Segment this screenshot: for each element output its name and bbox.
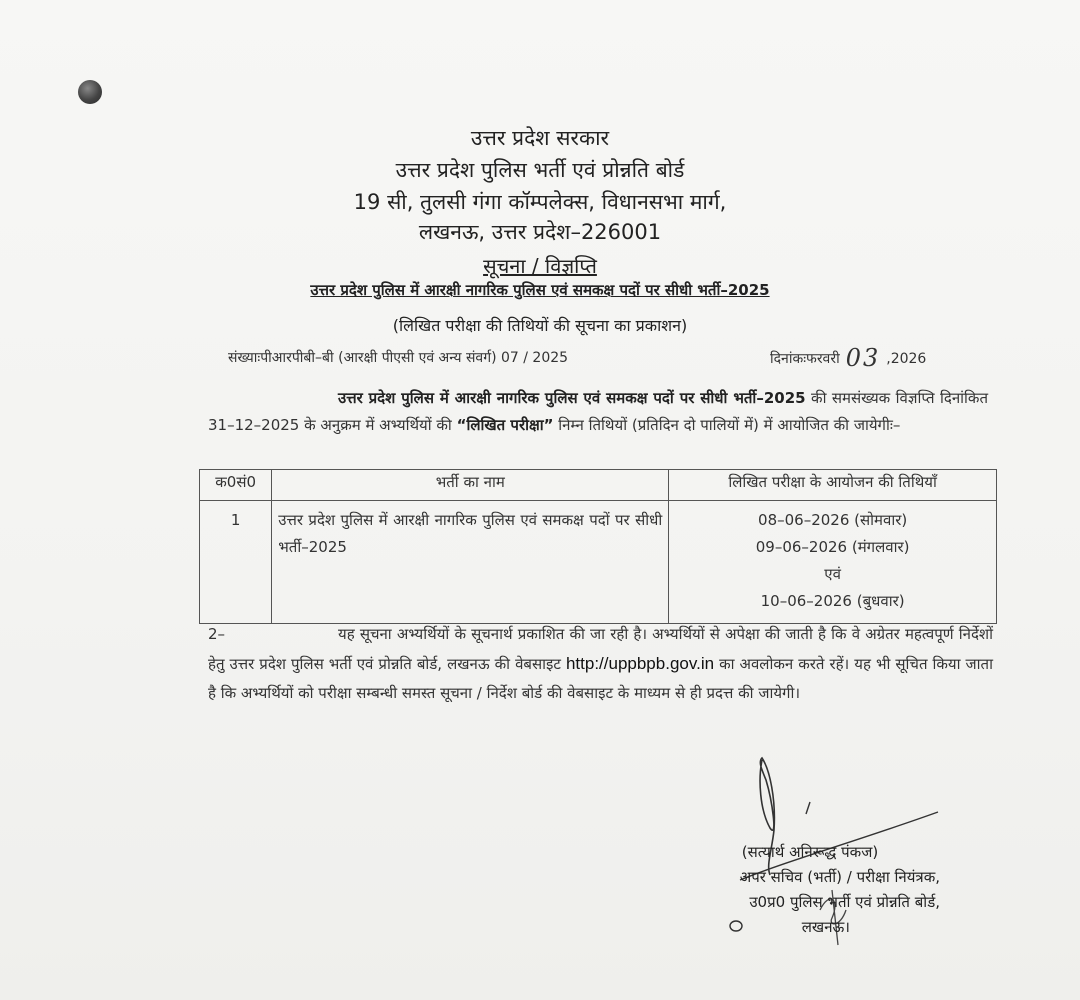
reference-number: संख्याःपीआरपीबी–बी (आरक्षी पीएसी एवं अन्य संवर्ग) 07 / 2025 — [228, 350, 569, 366]
date-year: ,2026 — [886, 351, 927, 367]
board-city: लखनऊ, उत्तर प्रदेश–226001 — [418, 220, 662, 244]
intro-text-2: निम्न तिथियों (प्रतिदिन दो पालियों में) में आयोजित की जायेगीः– — [553, 416, 901, 434]
header-sno: क0सं0 — [200, 470, 272, 501]
govt-name: उत्तर प्रदेश सरकार — [470, 126, 610, 150]
punch-hole-mark — [78, 80, 102, 104]
exam-schedule-table — [199, 469, 997, 624]
signatory-city: लखनऊ। — [801, 918, 850, 936]
board-name: उत्तर प्रदेश पुलिस भर्ती एवं प्रोन्नति बोर्ड — [395, 158, 685, 182]
intro-bold-subject: उत्तर प्रदेश पुलिस में आरक्षी नागरिक पुलिस एवं समकक्ष पदों पर सीधी भर्ती–2025 — [338, 389, 806, 407]
intro-paragraph — [208, 385, 988, 439]
exam-date-and: एवं — [824, 565, 841, 583]
signatory-name: (सत्यार्थ अनिरूद्ध पंकज) — [741, 843, 879, 861]
exam-date-3: 10–06–2026 (बुधवार) — [760, 592, 905, 610]
website-link[interactable]: http://uppbpb.gov.in — [565, 654, 715, 673]
header-recruitment-name: भर्ती का नाम — [272, 470, 669, 501]
notice-subject: उत्तर प्रदेश पुलिस में आरक्षी नागरिक पुलिस एवं समकक्ष पदों पर सीधी भर्ती–2025 — [310, 281, 770, 299]
row-sno: 1 — [200, 501, 272, 624]
info-paragraph — [208, 620, 993, 708]
notice-title: सूचना / विज्ञप्ति — [483, 254, 597, 278]
board-address: 19 सी, तुलसी गंगा कॉम्पलेक्स, विधानसभा मार्ग, — [353, 190, 727, 214]
date-label: दिनांकःफरवरी — [770, 351, 840, 367]
intro-text-1: की समसंख्यक विज्ञप्ति दिनांकित 31–12–2025 के अनुक्रम में अभ्यर्थियों की — [208, 389, 989, 434]
intro-bold-exam: “लिखित परीक्षा” — [456, 416, 554, 434]
exam-date-2: 09–06–2026 (मंगलवार) — [755, 538, 910, 556]
publication-note: (लिखित परीक्षा की तिथियों की सूचना का प्रकाशन) — [392, 316, 688, 335]
notice-date — [770, 344, 926, 372]
info-text-2: का अवलोकन करते रहें। यह भी सूचित किया जाता है कि अभ्यर्थियों को परीक्षा सम्बन्धी समस्त सूचना / निर्देश बोर्ड की वेबसाइट के माध्यम से ही प्रदत्त की जायेगी। — [208, 655, 993, 702]
table-row — [200, 501, 997, 624]
row-exam-dates — [669, 501, 997, 624]
paragraph-number: 2– — [208, 625, 226, 643]
table-header-row — [200, 470, 997, 501]
signatory-block — [640, 840, 940, 940]
row-recruitment-name: उत्तर प्रदेश पुलिस में आरक्षी नागरिक पुलिस एवं समकक्ष पदों पर सीधी भर्ती–2025 — [272, 501, 669, 624]
info-text-1: यह सूचना अभ्यर्थियों के सूचनार्थ प्रकाशित की जा रही है। अभ्यर्थियों से अपेक्षा की जाती है कि वे अग्रेतर महत्वपूर्ण निर्देशों हेतु उत्तर प्रदेश पुलिस भर्ती एवं प्रोन्नति बोर्ड, लखनऊ की वेबसाइट — [208, 625, 993, 673]
exam-date-1: 08–06–2026 (सोमवार) — [758, 511, 908, 529]
signatory-org: उ0प्र0 पुलिस भर्ती एवं प्रोन्नति बोर्ड, — [749, 893, 940, 911]
header-exam-dates: लिखित परीक्षा के आयोजन की तिथियाँ — [669, 470, 997, 501]
signatory-designation: अपर सचिव (भर्ती) / परीक्षा नियंत्रक, — [739, 868, 940, 886]
handwritten-date-day: 03 — [845, 344, 881, 372]
